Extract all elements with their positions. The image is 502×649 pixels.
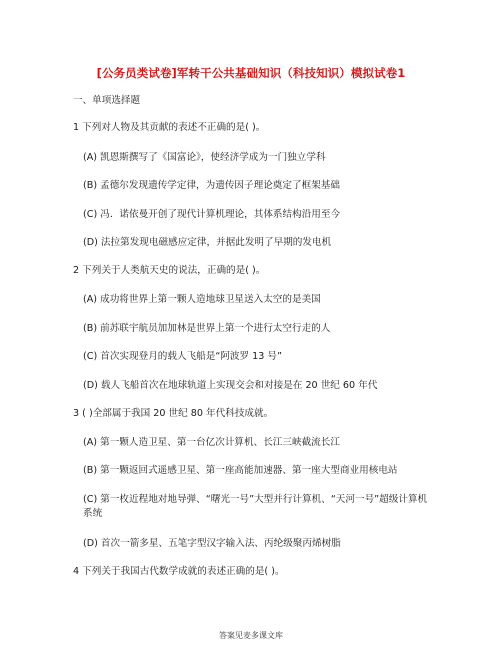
question-3-stem: 3 ( )全部属于我国 20 世纪 80 年代科技成就。: [73, 408, 274, 419]
question-3-option-d: (D) 首次一箭多星、五笔字型汉字输入法、丙纶级聚丙烯树脂: [83, 538, 341, 549]
section-heading: 一、单项选择题: [73, 95, 141, 106]
question-1-option-d: (D) 法拉第发现电磁感应定律，并据此发明了早期的发电机: [83, 237, 332, 248]
page-footer: 答案见麦多课文库: [219, 631, 283, 640]
question-2-option-b: (B) 前苏联宇航员加加林是世界上第一个进行太空行走的人: [83, 323, 331, 334]
question-1-stem: 1 下列对人物及其贡献的表述不正确的是( )。: [73, 122, 266, 133]
document-title: [公务员类试卷]军转干公共基础知识（科技知识）模拟试卷1: [96, 66, 406, 80]
question-1-option-b: (B) 孟德尔发现遗传学定律，为遗传因子理论奠定了框架基础: [83, 180, 340, 191]
question-2-option-c: (C) 首次实现登月的载人飞船是“阿波罗 13 号”: [83, 351, 282, 362]
question-2-stem: 2 下列关于人类航天史的说法，正确的是( )。: [73, 265, 266, 276]
question-4-stem: 4 下列关于我国古代数学成就的表述正确的是( )。: [73, 566, 285, 577]
question-3-option-a: (A) 第一颗人造卫星、第一台亿次计算机、长江三峡截流长江: [83, 437, 340, 448]
question-1-option-c: (C) 冯．诺依曼开创了现代计算机理论，其体系结构沿用至今: [83, 209, 341, 220]
question-1-option-a: (A) 凯恩斯撰写了《国富论》，使经济学成为一门独立学科: [83, 152, 326, 163]
question-3-option-b: (B) 第一颗返回式遥感卫星、第一座高能加速器、第一座大型商业用核电站: [83, 465, 398, 476]
question-3-option-c: (C) 第一枚近程地对地导弹、“曙光一号”大型并行计算机、“天河一号”超级计算机系统: [83, 494, 428, 519]
question-2-option-a: (A) 成功将世界上第一颗人造地球卫星送入太空的是美国: [83, 294, 321, 305]
question-2-option-d: (D) 载人飞船首次在地球轨道上实现交会和对接是在 20 世纪 60 年代: [83, 380, 378, 391]
